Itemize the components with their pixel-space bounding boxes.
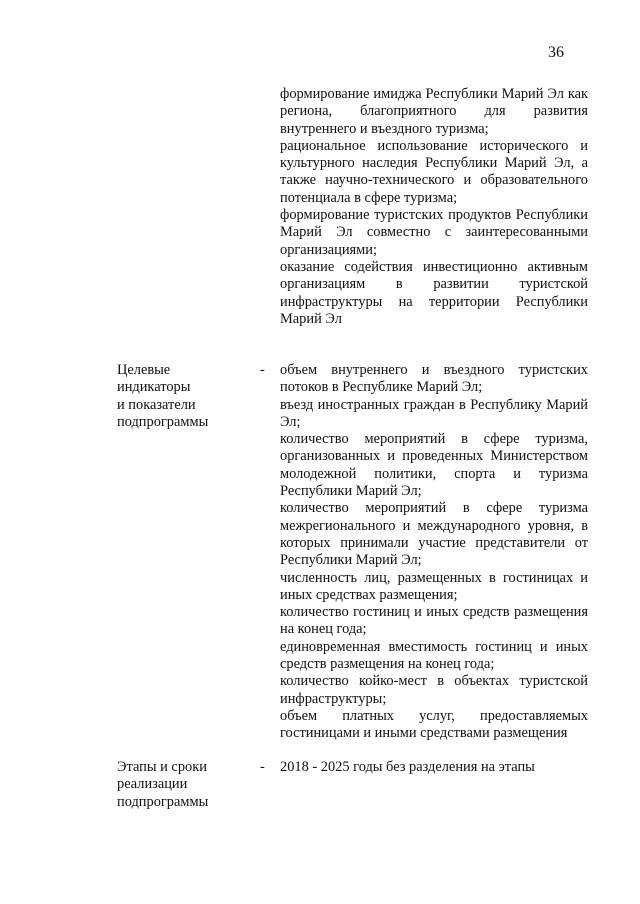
label-line: и показатели	[117, 396, 196, 413]
task-paragraph: рациональное использование исторического и культурного наследия Республики Марий Эл, а также научно-технического и образовательного потенциала в сфере туризма;	[280, 137, 588, 206]
indicator-item: количество мероприятий в сфере туризма, организованных и проведенных Министерством молодежной политики, спорта и туризма Республики Марий Эл;	[280, 431, 588, 500]
task-paragraph: оказание содействия инвестиционно активным организациям в развитии туристской инфраструктуры на территории Республики Марий Эл	[280, 258, 588, 327]
indicator-item: количество мероприятий в сфере туризма межрегионального и международного уровня, в которых принимали участие представители от Республики Марий Эл;	[280, 500, 588, 569]
label-line: Целевые	[117, 362, 171, 378]
label-line: подпрограммы	[117, 413, 209, 430]
label-line: подпрограммы	[117, 793, 209, 810]
indicator-item: въезд иностранных граждан в Республику Марий Эл;	[280, 396, 588, 430]
task-paragraph: формирование туристских продуктов Республики Марий Эл совместно с заинтересованными организациями;	[280, 207, 588, 258]
indicators-label	[117, 362, 257, 431]
indicator-item: численность лиц, размещенных в гостиницах и иных средствах размещения;	[280, 569, 588, 603]
indicator-item: объем платных услуг, предоставляемых гостиницами и иными средствами размещения	[280, 707, 588, 742]
indicator-item: количество койко-мест в объектах туристской инфраструктуры;	[280, 673, 588, 707]
stages-label	[117, 759, 257, 811]
page-number: 36	[548, 44, 564, 61]
stages-text-block	[280, 759, 588, 776]
indicator-item: объем внутреннего и въездного туристских потоков в Республике Марий Эл;	[280, 362, 588, 396]
tasks-continuation	[280, 86, 588, 328]
dash-separator: -	[260, 362, 265, 378]
stages-text: 2018 - 2025 годы без разделения на этапы	[280, 759, 535, 775]
task-paragraph: формирование имиджа Республики Марий Эл как региона, благоприятного для развития внутреннего и въездного туризма;	[280, 86, 588, 137]
label-line: индикаторы	[117, 379, 191, 396]
label-line: Этапы и сроки	[117, 759, 207, 775]
indicator-item: единовременная вместимость гостиниц и иных средств размещения на конец года;	[280, 638, 588, 673]
indicator-item: количество гостиниц и иных средств размещения на конец года;	[280, 604, 588, 638]
label-line: реализации	[117, 776, 188, 793]
dash-separator: -	[260, 759, 265, 775]
indicators-list	[280, 362, 588, 743]
